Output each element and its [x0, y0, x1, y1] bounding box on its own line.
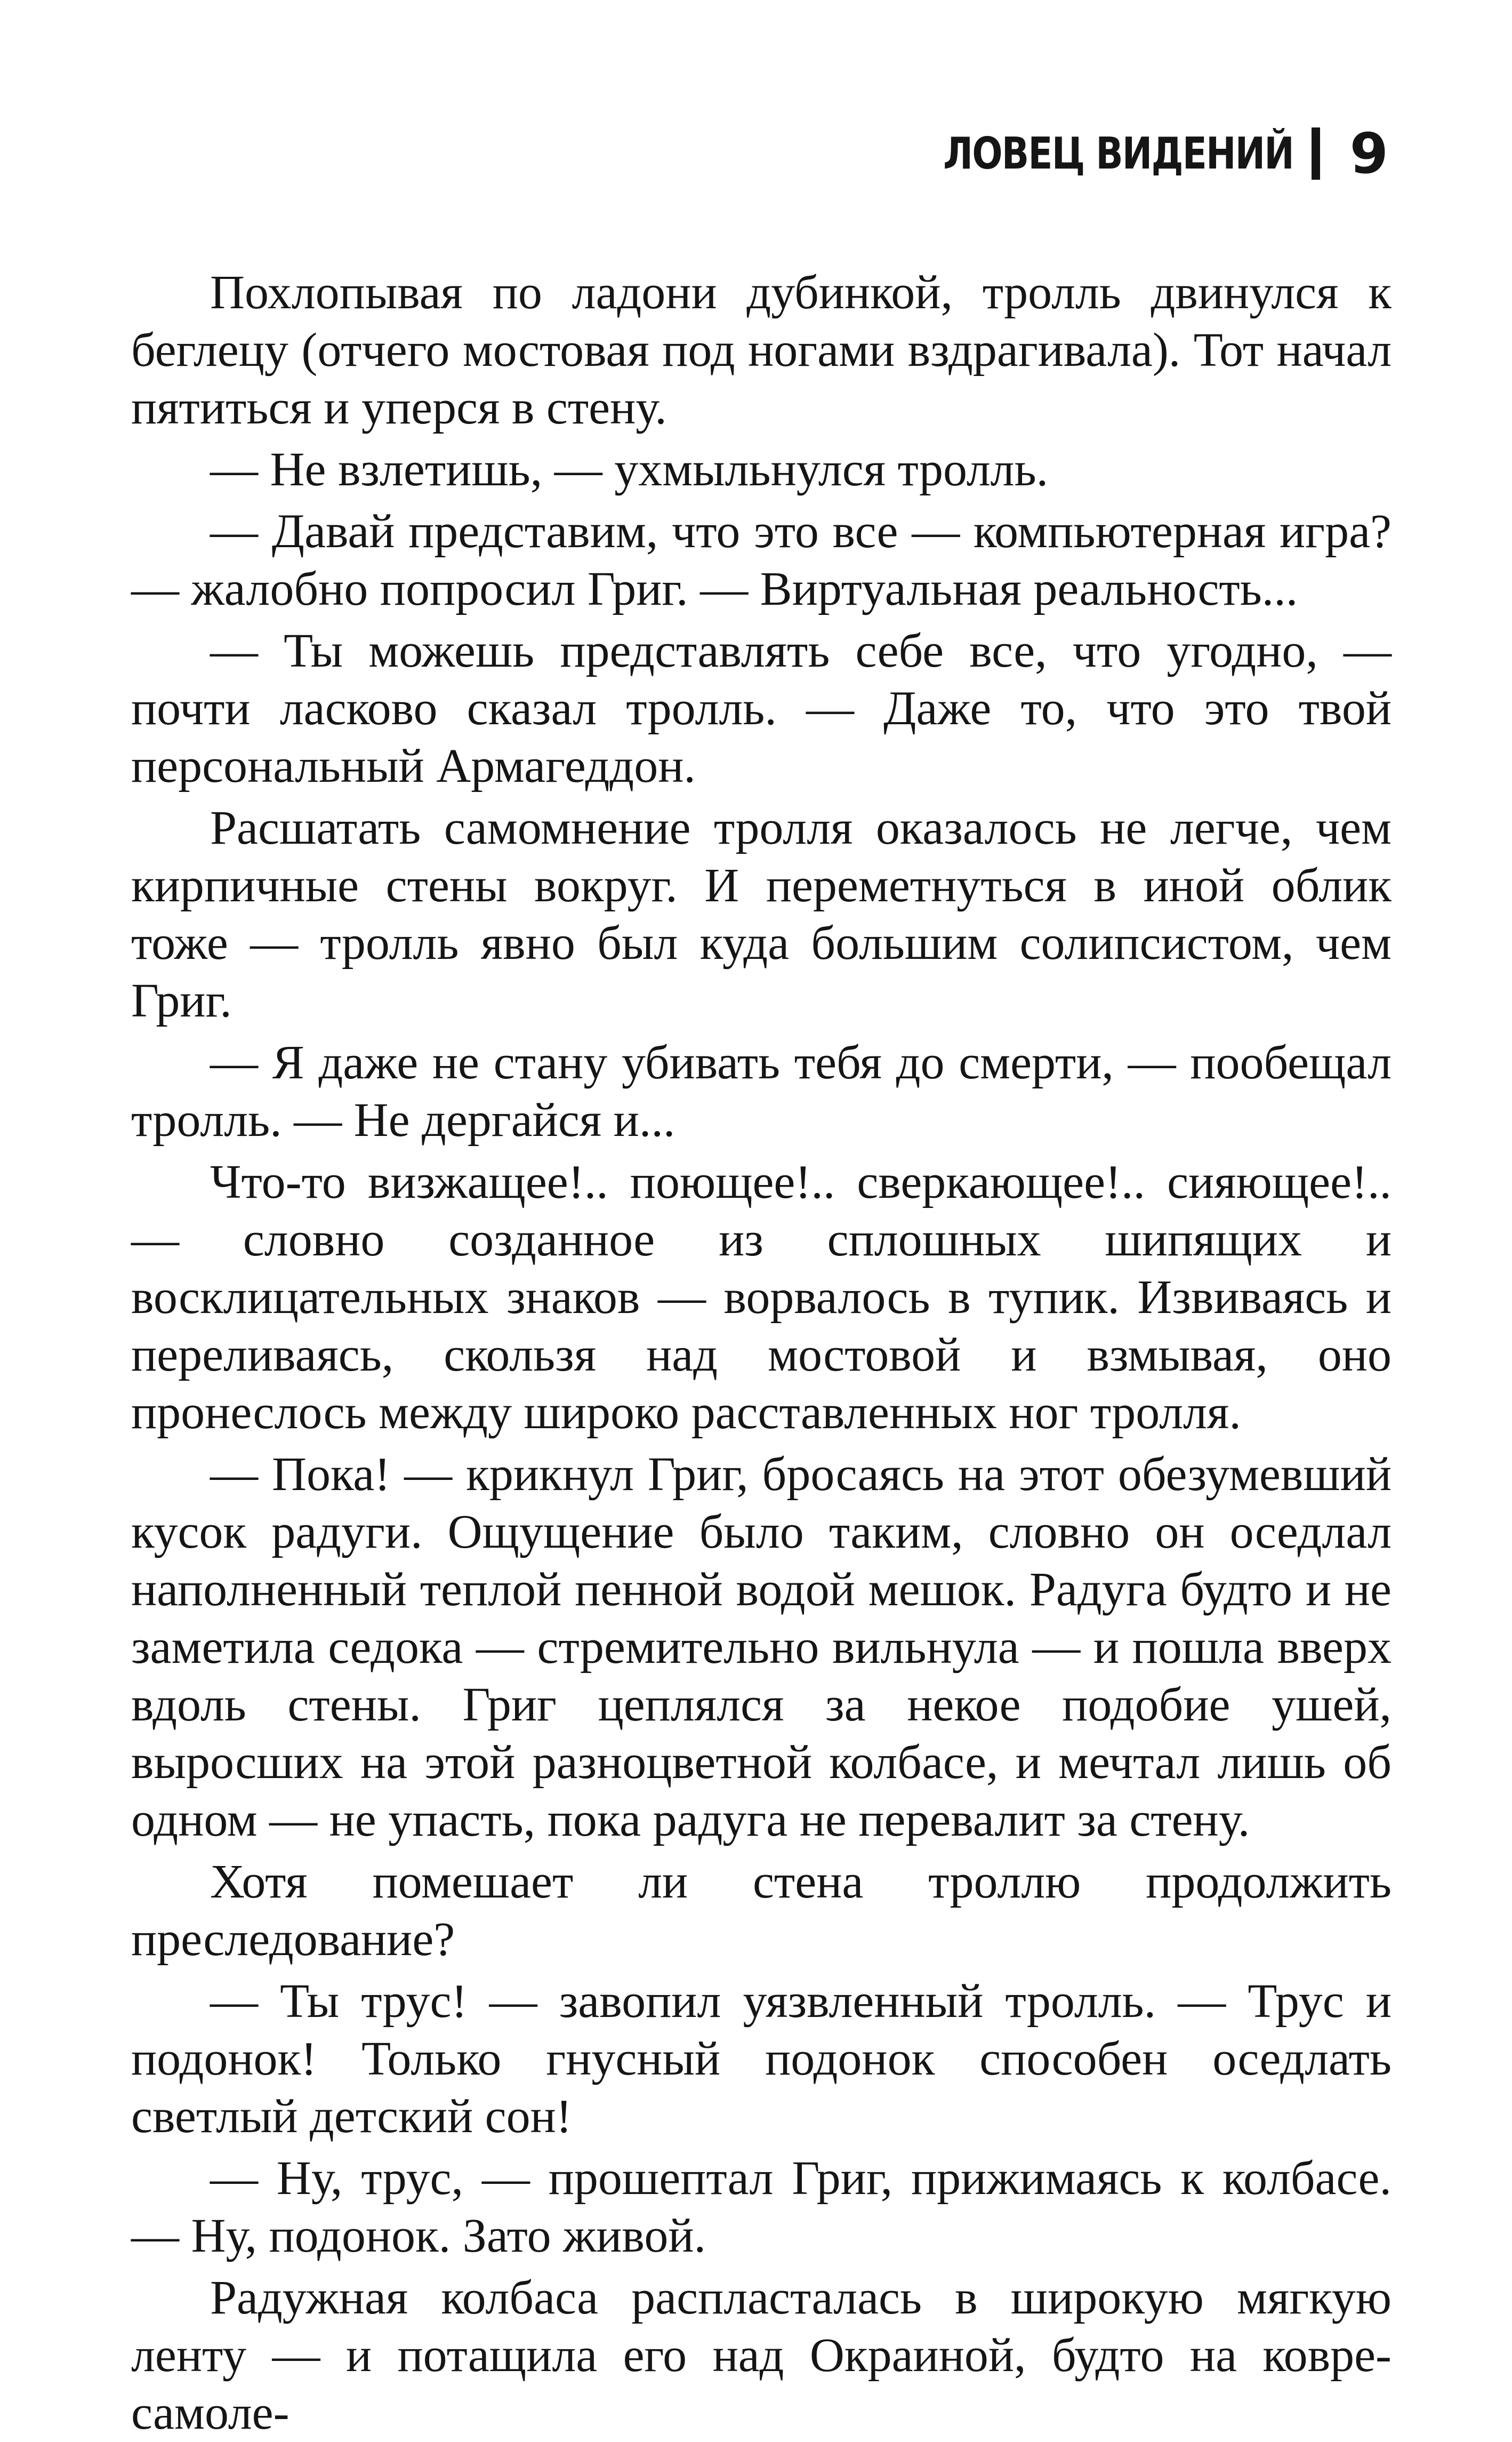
- paragraph: — Пока! — крикнул Григ, бросаясь на этот обезумевший кусок радуги. Ощущение было таким, словно он оседлал наполненный теплой пенной водой мешок. Радуга будто и не заметила седока — стремительно вильнула — и пошла вверх вдоль стены. Григ цеплялся за некое подобие ушей, выросших на этой разноцветной колбасе, и мечтал лишь об одном — не упасть, пока радуга не перевалит за стену.: [131, 1448, 1392, 1846]
- paragraph: — Ты трус! — завопил уязвленный тролль. — Трус и подонок! Только гнусный подонок способен оседлать светлый детский сон!: [131, 1975, 1392, 2143]
- running-head: [866, 122, 1388, 186]
- paragraph: — Я даже не стану убивать тебя до смерти, — пообещал тролль. — Не дергайся и...: [131, 1036, 1392, 1147]
- paragraph: Похлопывая по ладони дубинкой, тролль двинулся к беглецу (отчего мостовая под ногами вздрагивала). Тот начал пятиться и уперся в стену.: [131, 266, 1392, 434]
- book-title: ЛОВЕЦ ВИДЕНИЙ: [943, 128, 1293, 179]
- paragraph: — Ты можешь представлять себе все, что угодно, — почти ласково сказал тролль. — Даже то, что это твой персональный Армагеддон.: [131, 624, 1392, 792]
- page-number: 9: [1349, 121, 1388, 186]
- header-divider: [1312, 127, 1320, 180]
- paragraph: Что-то визжащее!.. поющее!.. сверкающее!.. сияющее!.. — словно созданное из сплошных шипящих и восклицательных знаков — ворвалось в тупик. Извиваясь и переливаясь, скользя над мостовой и взмывая, оно пронеслось между широко расставленных ног тролля.: [131, 1156, 1392, 1439]
- paragraph: — Не взлетишь, — ухмыльнулся тролль.: [210, 443, 1049, 496]
- paragraph: — Давай представим, что это все — компьютерная игра? — жалобно попросил Григ. — Виртуальная реальность...: [131, 505, 1392, 615]
- body-text: [131, 264, 1392, 2442]
- paragraph: Хотя помешает ли стена троллю продолжить преследование?: [131, 1855, 1392, 1966]
- paragraph: Радужная колбаса распласталась в широкую мягкую ленту — и потащила его над Окраиной, будто на ковре-самоле-: [131, 2271, 1392, 2439]
- paragraph: — Ну, трус, — прошептал Григ, прижимаясь к колбасе. — Ну, подонок. Зато живой.: [131, 2152, 1392, 2262]
- paragraph: Расшатать самомнение тролля оказалось не легче, чем кирпичные стены вокруг. И переметнуться в иной облик тоже — тролль явно был куда большим солипсистом, чем Григ.: [131, 802, 1392, 1027]
